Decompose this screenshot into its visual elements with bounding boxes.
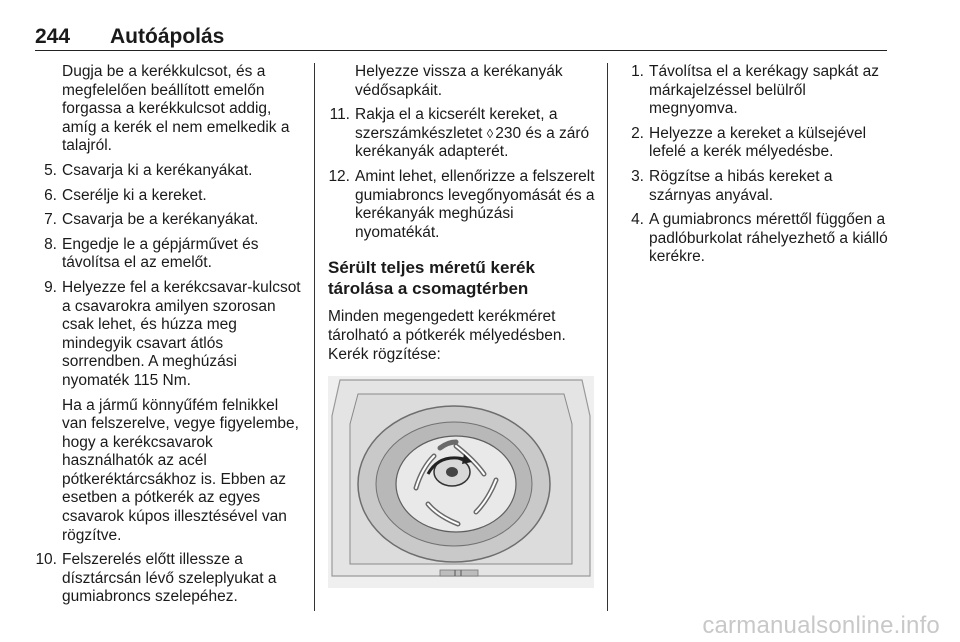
step-item-6	[35, 187, 303, 206]
step-number: 2.	[631, 124, 644, 142]
step-number: 7.	[44, 211, 57, 229]
step-text: Amint lehet, ellenőrizze a felszerelt gumiabroncs levegőnyomását és a kerékanyák meghúzási nyomatékát.	[355, 167, 595, 241]
stow-step-2	[622, 125, 890, 162]
stow-step-1	[622, 63, 890, 119]
page-reference-icon: ◊	[486, 125, 494, 141]
column-3	[622, 63, 890, 267]
step-number: 10.	[35, 551, 57, 569]
step-number: 8.	[44, 235, 57, 253]
step-text: Csavarja ki a kerékanyákat.	[62, 161, 253, 179]
step-item-9	[35, 279, 303, 391]
step-text-before: Rakja el a kicserélt kereket, a szerszámkészletet	[355, 106, 558, 142]
spare-wheel-illustration	[328, 376, 594, 588]
step-number: 4.	[631, 211, 644, 229]
column-divider-2	[607, 63, 608, 611]
step-text-after: 230 és a záró kerékanyák adapterét.	[355, 124, 590, 161]
step-list-1	[35, 162, 303, 607]
step-text: Helyezze fel a kerékcsavar-kulcsot a csavarokra amilyen szorosan csak lehet, és húzza meg mindegyik csavart átlós sorrendben. A meghúzási nyomaték 115 Nm.	[62, 278, 301, 389]
step-number: 6.	[44, 186, 57, 204]
column-divider-1	[314, 63, 315, 611]
step-text: Cserélje ki a kereket.	[62, 186, 207, 204]
chapter-title: Autóápolás	[110, 25, 225, 48]
step-item-12	[328, 168, 596, 242]
column-1	[35, 63, 303, 607]
stow-step-3	[622, 168, 890, 205]
header-rule	[35, 50, 887, 51]
step-item-10	[35, 551, 303, 607]
step-item-7	[35, 211, 303, 230]
step-number: 5.	[44, 161, 57, 179]
step-text: Helyezze a kereket a külsejével lefelé a kerék mélyedésbe.	[649, 124, 867, 161]
spare-wheel-drawing	[328, 376, 594, 588]
step-text: A gumiabroncs mérettől függően a padlóburkolat ráhelyezhető a kiálló kerékre.	[649, 211, 888, 266]
page-number: 244	[35, 25, 71, 48]
step-number: 12.	[328, 167, 350, 185]
stow-step-4	[622, 211, 890, 267]
section-heading: Sérült teljes méretű kerék tárolása a csomagtérben	[328, 258, 535, 299]
step-item-5	[35, 162, 303, 181]
step-number: 3.	[631, 167, 644, 185]
step-10-continuation: Helyezze vissza a kerékanyák védősapkáit.	[355, 63, 563, 99]
section-body: Minden megengedett kerékméret tárolható a pótkerék mélyedésben. Kerék rögzítése:	[328, 308, 566, 363]
step-number: 9.	[44, 278, 57, 296]
step-text: Rögzítse a hibás kereket a szárnyas anyával.	[649, 167, 833, 204]
site-watermark: carmanualsonline.info	[702, 612, 940, 639]
column-2	[328, 63, 596, 588]
step-text: Távolítsa el a kerékagy sapkát az márkajelzéssel belülről megnyomva.	[649, 63, 880, 118]
step-item-8	[35, 236, 303, 273]
step-4-continuation: Dugja be a kerékkulcsot, és a megfelelően beállított emelőn forgassa a kerékkulcsot addig, amíg a kerék el nem emelkedik a talajról.	[62, 63, 290, 155]
step-text: Felszerelés előtt illessze a dísztárcsán lévő szeleplyukat a gumiabroncs szelepéhez.	[62, 551, 277, 606]
step-9-note: Ha a jármű könnyűfém felnikkel van felszerelve, vegye figyelembe, hogy a kerékcsavarok használhatók az acél pótkeréktárcsákhoz is. Ebben az esetben a pótkerék az egyes csavarok kúpos illesztésével van rögzítve.	[62, 396, 299, 544]
step-text: Engedje le a gépjárművet és távolítsa el az emelőt.	[62, 235, 259, 272]
step-number: 1.	[631, 63, 644, 80]
step-number: 11.	[329, 106, 350, 124]
step-item-11	[328, 106, 596, 162]
step-text: Csavarja be a kerékanyákat.	[62, 211, 259, 229]
page-header	[35, 25, 885, 51]
